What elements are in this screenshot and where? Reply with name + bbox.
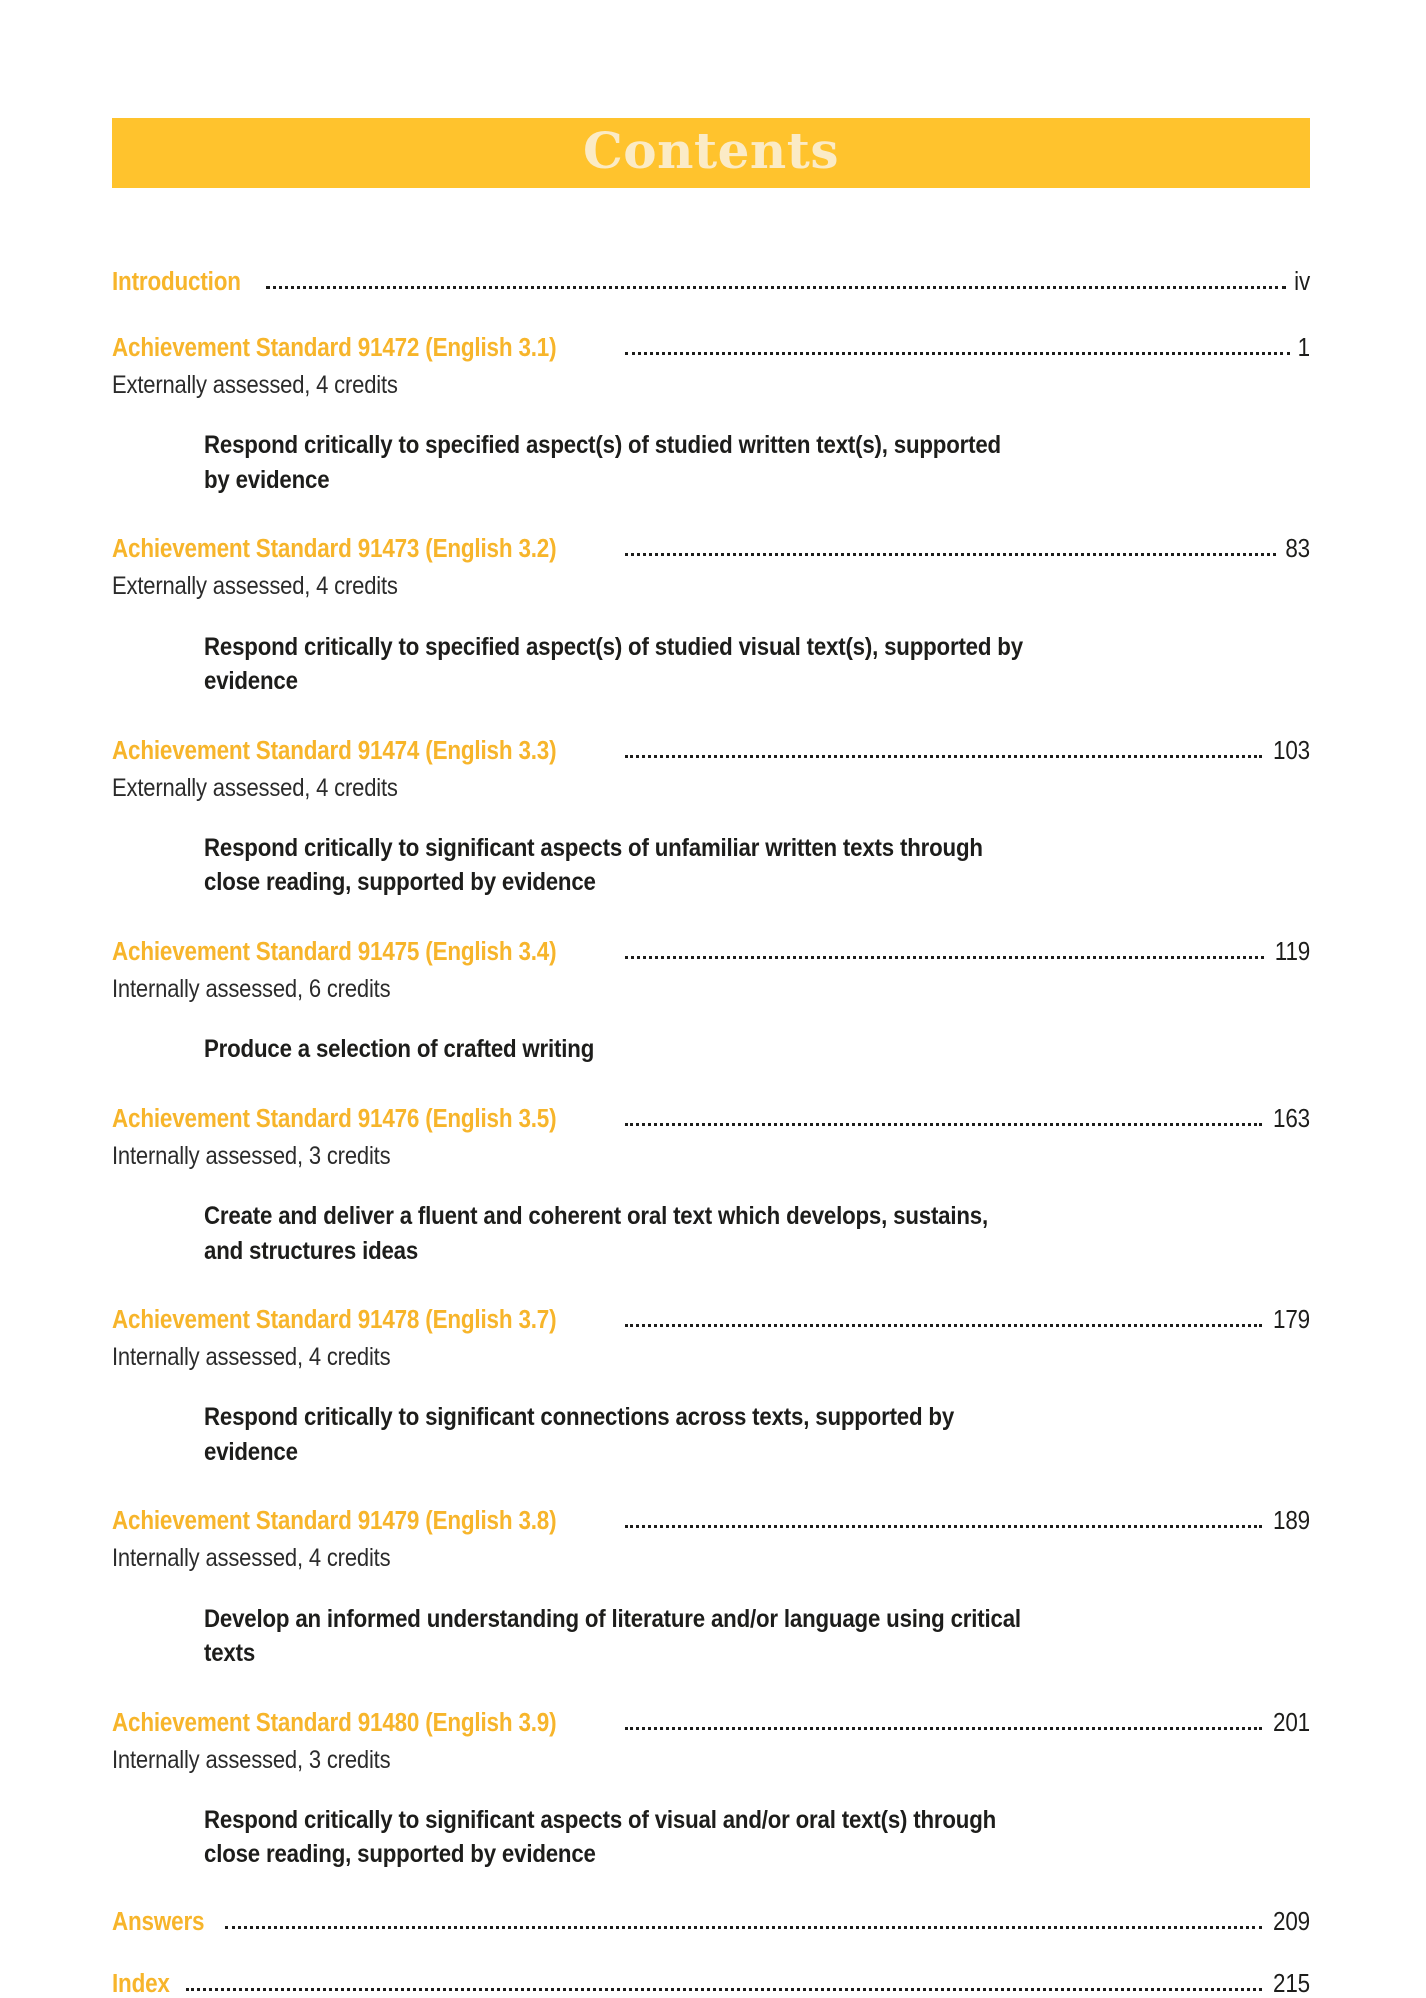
toc-entry-page-number: 179 (1273, 1306, 1310, 1335)
toc-entry-page-number: 201 (1273, 1708, 1310, 1737)
toc-entry[interactable] (112, 1507, 1310, 1670)
toc-entry[interactable] (112, 1709, 1310, 1872)
toc-entry[interactable] (112, 1306, 1310, 1469)
dot-leader (625, 1726, 1262, 1730)
toc-entry-assessment: Externally assessed, 4 credits (112, 773, 398, 802)
toc-entry-title[interactable]: Index (112, 1969, 170, 1998)
toc-entry-page-number: 209 (1273, 1907, 1310, 1936)
toc-entry-page-number: 103 (1273, 736, 1310, 765)
dot-leader (266, 285, 1286, 289)
toc-entry[interactable] (112, 1908, 1310, 1936)
toc-entry-page-number: iv (1294, 268, 1310, 296)
dot-leader (186, 1987, 1262, 1991)
toc-entry-leader-row[interactable] (112, 535, 1310, 563)
toc-entry-title[interactable]: Answers (112, 1907, 205, 1936)
toc-entry-leader-row[interactable] (112, 1105, 1310, 1133)
table-of-contents (112, 232, 1310, 1998)
toc-entry-title[interactable]: Achievement Standard 91479 (English 3.8) (112, 1507, 557, 1536)
toc-entry-assessment: Internally assessed, 3 credits (112, 1141, 391, 1170)
dot-leader (225, 1925, 1262, 1929)
toc-entry[interactable] (112, 1970, 1310, 1998)
dot-leader (625, 351, 1290, 355)
contents-header-band (112, 118, 1310, 188)
toc-entry-title[interactable]: Introduction (112, 268, 241, 296)
toc-entry-title[interactable]: Achievement Standard 91472 (English 3.1) (112, 334, 557, 363)
toc-entry-assessment: Externally assessed, 4 credits (112, 572, 398, 601)
toc-entry[interactable] (112, 1105, 1310, 1268)
toc-entry-leader-row[interactable] (112, 1507, 1310, 1535)
toc-entry[interactable] (112, 938, 1310, 1067)
toc-entry-description: Respond critically to significant aspects of unfamiliar written texts through close reading, supported by evidence (204, 833, 983, 897)
toc-entry[interactable] (112, 535, 1310, 698)
toc-entry-leader-row[interactable] (112, 1908, 1310, 1936)
toc-entry-page-number: 163 (1273, 1104, 1310, 1133)
toc-entry-description: Respond critically to specified aspect(s) of studied written text(s), supported by evidence (204, 431, 1001, 494)
toc-entry-assessment: Internally assessed, 3 credits (112, 1745, 391, 1774)
toc-entry-page-number: 215 (1273, 1969, 1310, 1998)
toc-entry-assessment: Internally assessed, 4 credits (112, 1343, 391, 1372)
toc-entry-description: Respond critically to significant connections across texts, supported by evidence (204, 1403, 955, 1466)
dot-leader (625, 1524, 1262, 1528)
toc-entry-leader-row[interactable] (112, 1709, 1310, 1737)
toc-entry-title[interactable]: Achievement Standard 91480 (English 3.9) (112, 1708, 557, 1737)
dot-leader (625, 552, 1276, 556)
toc-entry-page-number: 1 (1297, 334, 1310, 363)
toc-entry-leader-row[interactable] (112, 268, 1310, 296)
toc-entry-title[interactable]: Achievement Standard 91474 (English 3.3) (112, 736, 557, 765)
toc-entry-assessment: Internally assessed, 4 credits (112, 1544, 391, 1573)
toc-entry-page-number: 189 (1273, 1507, 1310, 1536)
toc-entry-leader-row[interactable] (112, 1970, 1310, 1998)
toc-entry-description: Create and deliver a fluent and coherent oral text which develops, sustains, and structures ideas (204, 1202, 988, 1265)
toc-entry-description: Produce a selection of crafted writing (204, 1035, 595, 1064)
toc-entry-description: Respond critically to significant aspects of visual and/or oral text(s) through close reading, supported by evidence (204, 1805, 997, 1869)
toc-entry-leader-row[interactable] (112, 737, 1310, 765)
toc-entry[interactable] (112, 268, 1310, 296)
toc-entry-leader-row[interactable] (112, 334, 1310, 362)
toc-entry-leader-row[interactable] (112, 1306, 1310, 1334)
dot-leader (625, 1323, 1262, 1327)
dot-leader (625, 1122, 1262, 1126)
toc-entry-assessment: Externally assessed, 4 credits (112, 371, 398, 400)
toc-entry[interactable] (112, 737, 1310, 900)
toc-entry-leader-row[interactable] (112, 938, 1310, 966)
toc-entry-title[interactable]: Achievement Standard 91478 (English 3.7) (112, 1306, 557, 1335)
toc-entry-page-number: 119 (1274, 937, 1310, 966)
toc-entry-title[interactable]: Achievement Standard 91476 (English 3.5) (112, 1104, 557, 1133)
dot-leader (625, 754, 1262, 758)
dot-leader (625, 955, 1264, 959)
toc-entry-assessment: Internally assessed, 6 credits (112, 974, 391, 1003)
toc-entry-page-number: 83 (1285, 535, 1310, 564)
page-title: Contents (582, 121, 839, 180)
toc-entry-description: Respond critically to specified aspect(s) of studied visual text(s), supported by evidence (204, 632, 1023, 696)
toc-entry-title[interactable]: Achievement Standard 91473 (English 3.2) (112, 535, 557, 564)
toc-entry[interactable] (112, 334, 1310, 497)
toc-entry-description: Develop an informed understanding of literature and/or language using critical texts (204, 1604, 1021, 1668)
toc-entry-title[interactable]: Achievement Standard 91475 (English 3.4) (112, 937, 557, 966)
